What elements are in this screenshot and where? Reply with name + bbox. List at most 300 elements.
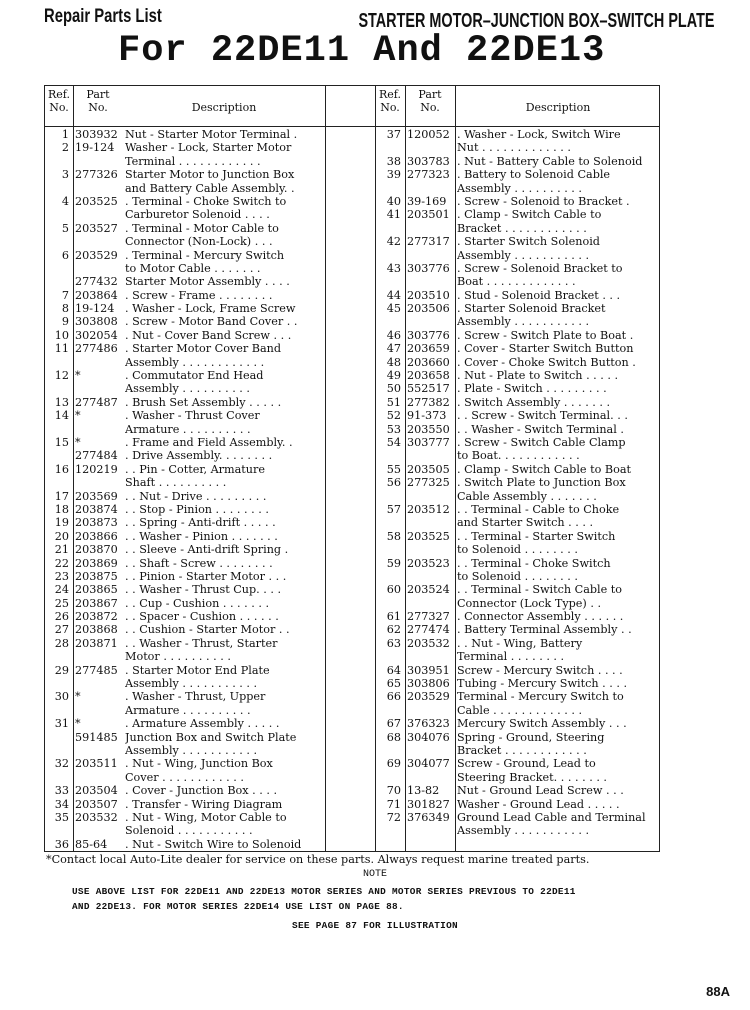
ref-number: 63 bbox=[386, 636, 401, 650]
table-row bbox=[375, 650, 661, 663]
table-row bbox=[45, 262, 325, 275]
part-description: . . Nut - Wing, Battery bbox=[457, 636, 583, 650]
part-description: . . Shaft - Screw . . . . . . . . bbox=[125, 556, 273, 570]
table-row bbox=[45, 784, 325, 797]
part-description: to Motor Cable . . . . . . . bbox=[125, 261, 261, 275]
ref-number: 31 bbox=[54, 717, 69, 731]
part-description: . Screw - Switch Cable Clamp bbox=[457, 435, 626, 449]
part-description: Nut - Ground Lead Screw . . . bbox=[457, 784, 624, 798]
col-header-part-bottom: No. bbox=[420, 101, 440, 114]
part-number: 203870 bbox=[75, 543, 118, 557]
table-row bbox=[375, 382, 661, 395]
part-number: 277382 bbox=[407, 395, 450, 409]
part-description: . Terminal - Motor Cable to bbox=[125, 221, 279, 235]
table-row bbox=[375, 490, 661, 503]
part-description: . Switch Assembly . . . . . . . bbox=[457, 395, 611, 409]
part-description: . . Spacer - Cushion . . . . . . bbox=[125, 610, 279, 624]
table-row bbox=[375, 329, 661, 342]
table-row bbox=[45, 583, 325, 596]
part-description: . . Pinion - Starter Motor . . . bbox=[125, 569, 287, 583]
col-header-ref-right bbox=[375, 88, 405, 114]
part-description: . . Washer - Switch Terminal . bbox=[457, 422, 624, 436]
table-row bbox=[375, 557, 661, 570]
table-row bbox=[45, 342, 325, 355]
page-number: 88A bbox=[706, 984, 730, 999]
part-description: Junction Box and Switch Plate bbox=[125, 730, 297, 744]
ref-number: 18 bbox=[54, 502, 69, 516]
part-description: Assembly . . . . . . . . . . bbox=[457, 181, 582, 195]
table-row bbox=[375, 396, 661, 409]
part-description: Assembly . . . . . . . . . . . bbox=[125, 743, 258, 757]
part-description: . Transfer - Wiring Diagram bbox=[125, 797, 283, 811]
part-number: 277317 bbox=[407, 235, 450, 249]
table-row bbox=[45, 409, 325, 422]
part-description: . . Screw - Switch Terminal. . . bbox=[457, 409, 628, 423]
part-number: 203510 bbox=[407, 288, 450, 302]
part-number: 120052 bbox=[407, 128, 450, 141]
ref-number: 6 bbox=[61, 248, 69, 262]
part-description: Boat . . . . . . . . . . . . . bbox=[457, 275, 576, 289]
part-description: . Screw - Solenoid Bracket to bbox=[457, 261, 623, 275]
part-description: . Starter Motor Cover Band bbox=[125, 342, 282, 356]
ref-number: 8 bbox=[61, 302, 69, 316]
table-row bbox=[375, 543, 661, 556]
part-description: Cable Assembly . . . . . . . bbox=[457, 489, 597, 503]
part-description: Motor . . . . . . . . . . bbox=[125, 650, 231, 664]
table-row bbox=[375, 784, 661, 797]
table-row bbox=[45, 824, 325, 837]
part-description: and Battery Cable Assembly. . bbox=[125, 181, 295, 195]
ref-number: 5 bbox=[61, 221, 69, 235]
part-description: . Cover - Starter Switch Button bbox=[457, 342, 634, 356]
table-row bbox=[45, 557, 325, 570]
table-row bbox=[45, 623, 325, 636]
part-number: 203524 bbox=[407, 583, 450, 597]
part-description: . Switch Plate to Junction Box bbox=[457, 476, 626, 490]
part-number: 203512 bbox=[407, 502, 450, 516]
table-row bbox=[45, 356, 325, 369]
ref-number: 3 bbox=[61, 168, 69, 182]
part-description: to Solenoid . . . . . . . . bbox=[457, 569, 578, 583]
table-row bbox=[375, 811, 661, 824]
table-row bbox=[375, 235, 661, 248]
part-number: 203507 bbox=[75, 797, 118, 811]
ref-number: 35 bbox=[54, 810, 69, 824]
ref-number: 67 bbox=[386, 717, 401, 731]
ref-number: 55 bbox=[386, 462, 401, 476]
table-row bbox=[45, 677, 325, 690]
part-number: 203868 bbox=[75, 623, 118, 637]
ref-number: 49 bbox=[386, 369, 401, 383]
part-number: 203872 bbox=[75, 610, 118, 624]
table-row bbox=[375, 717, 661, 730]
table-row bbox=[45, 516, 325, 529]
part-description: . . Pin - Cotter, Armature bbox=[125, 462, 265, 476]
part-number: 203865 bbox=[75, 583, 118, 597]
part-description: . . Cup - Cushion . . . . . . . bbox=[125, 596, 270, 610]
part-number: 203660 bbox=[407, 355, 450, 369]
table-row bbox=[375, 262, 661, 275]
part-description: . Stud - Solenoid Bracket . . . bbox=[457, 288, 621, 302]
part-number: * bbox=[75, 717, 81, 731]
part-number: 203659 bbox=[407, 342, 450, 356]
part-description: Assembly . . . . . . . . . . . bbox=[125, 677, 258, 691]
part-description: Terminal . . . . . . . . . . . . bbox=[125, 154, 261, 168]
part-description: Terminal - Mercury Switch to bbox=[457, 690, 624, 704]
table-row bbox=[375, 570, 661, 583]
part-description: Cable . . . . . . . . . . . . . bbox=[457, 703, 583, 717]
table-row bbox=[45, 664, 325, 677]
table-row bbox=[45, 195, 325, 208]
part-number: 203569 bbox=[75, 489, 118, 503]
part-description: . . Terminal - Starter Switch bbox=[457, 529, 616, 543]
ref-number: 12 bbox=[54, 369, 69, 383]
part-description: . Clamp - Switch Cable to bbox=[457, 208, 602, 222]
part-description: . Screw - Motor Band Cover . . bbox=[125, 315, 298, 329]
part-description: . Nut - Plate to Switch . . . . . bbox=[457, 369, 619, 383]
header-left-title: Repair Parts List bbox=[44, 6, 162, 27]
ref-number: 30 bbox=[54, 690, 69, 704]
col-header-ref-top: Ref. bbox=[379, 88, 401, 101]
ref-number: 26 bbox=[54, 610, 69, 624]
part-number: 203658 bbox=[407, 369, 450, 383]
table-row bbox=[375, 824, 661, 837]
part-description: . Armature Assembly . . . . . bbox=[125, 717, 280, 731]
part-description: . . Washer - Thrust, Starter bbox=[125, 636, 278, 650]
part-description: . Screw - Frame . . . . . . . . bbox=[125, 288, 273, 302]
table-row bbox=[45, 423, 325, 436]
part-description: . Screw - Solenoid to Bracket . bbox=[457, 194, 630, 208]
part-number: 277485 bbox=[75, 663, 118, 677]
ref-number: 64 bbox=[386, 663, 401, 677]
note-line-2: AND 22DE13. FOR MOTOR SERIES 22DE14 USE LIST ON PAGE 88. bbox=[72, 901, 404, 912]
part-description: . Nut - Switch Wire to Solenoid bbox=[125, 837, 302, 851]
part-number: 277325 bbox=[407, 476, 450, 490]
part-number: 203873 bbox=[75, 516, 118, 530]
part-description: Spring - Ground, Steering bbox=[457, 730, 605, 744]
table-row bbox=[45, 396, 325, 409]
ref-number: 19 bbox=[54, 516, 69, 530]
part-description: . . Stop - Pinion . . . . . . . . bbox=[125, 502, 269, 516]
ref-number: 45 bbox=[386, 302, 401, 316]
part-number: 203864 bbox=[75, 288, 118, 302]
ref-number: 68 bbox=[386, 730, 401, 744]
part-number: 203874 bbox=[75, 502, 118, 516]
table-row bbox=[375, 610, 661, 623]
table-row bbox=[45, 449, 325, 462]
part-description: . . Terminal - Switch Cable to bbox=[457, 583, 623, 597]
part-description: . Cover - Choke Switch Button . bbox=[457, 355, 636, 369]
part-number: 203525 bbox=[407, 529, 450, 543]
contact-note: *Contact local Auto-Lite dealer for service on these parts. Always request marine treated parts. bbox=[46, 853, 590, 866]
table-row bbox=[45, 302, 325, 315]
part-description: . . Washer - Pinion . . . . . . . bbox=[125, 529, 278, 543]
ref-number: 9 bbox=[61, 315, 69, 329]
part-description: Solenoid . . . . . . . . . . . bbox=[125, 824, 253, 838]
ref-number: 50 bbox=[386, 382, 401, 396]
part-number: 91-373 bbox=[407, 409, 447, 423]
part-description: Carburetor Solenoid . . . . bbox=[125, 208, 270, 222]
table-row bbox=[375, 369, 661, 382]
part-description: . . Sleeve - Anti-drift Spring . bbox=[125, 543, 289, 557]
part-number: * bbox=[75, 409, 81, 423]
part-description: Assembly . . . . . . . . . . . . bbox=[125, 355, 265, 369]
part-description: . Nut - Wing, Junction Box bbox=[125, 757, 273, 771]
table-row bbox=[45, 436, 325, 449]
part-number: 376349 bbox=[407, 810, 450, 824]
table-row bbox=[375, 690, 661, 703]
table-row bbox=[375, 208, 661, 221]
ref-number: 28 bbox=[54, 636, 69, 650]
part-description: . Frame and Field Assembly. . bbox=[125, 435, 293, 449]
table-row bbox=[45, 637, 325, 650]
ref-number: 34 bbox=[54, 797, 69, 811]
table-row bbox=[45, 570, 325, 583]
part-description: to Boat. . . . . . . . . . . . bbox=[457, 449, 580, 463]
part-number: 301827 bbox=[407, 797, 450, 811]
col-header-ref-bottom: No. bbox=[380, 101, 400, 114]
part-description: . Clamp - Switch Cable to Boat bbox=[457, 462, 631, 476]
part-number: 277486 bbox=[75, 342, 118, 356]
col-header-description-right: Description bbox=[525, 101, 591, 114]
table-row bbox=[375, 704, 661, 717]
divider bbox=[325, 86, 326, 851]
part-number: 203869 bbox=[75, 556, 118, 570]
part-description: Bracket . . . . . . . . . . . . bbox=[457, 221, 587, 235]
table-row bbox=[45, 463, 325, 476]
part-description: Connector (Lock Type) . . bbox=[457, 596, 602, 610]
header-divider bbox=[45, 126, 659, 127]
table-row bbox=[45, 476, 325, 489]
table-row bbox=[45, 222, 325, 235]
col-header-ref bbox=[45, 88, 73, 114]
table-row bbox=[45, 771, 325, 784]
col-header-description: Description bbox=[191, 101, 257, 114]
ref-number: 40 bbox=[386, 194, 401, 208]
part-description: Tubing - Mercury Switch . . . . bbox=[457, 677, 628, 691]
part-number: 277487 bbox=[75, 395, 118, 409]
ref-number: 44 bbox=[386, 288, 401, 302]
part-description: Armature . . . . . . . . . . bbox=[125, 422, 251, 436]
part-description: and Starter Switch . . . . bbox=[457, 516, 594, 530]
table-row bbox=[375, 182, 661, 195]
table-row bbox=[375, 503, 661, 516]
ref-number: 43 bbox=[386, 261, 401, 275]
part-description: Steering Bracket. . . . . . . . bbox=[457, 770, 607, 784]
table-row bbox=[375, 423, 661, 436]
part-description: . Washer - Lock, Switch Wire bbox=[457, 128, 621, 141]
note-line-1: USE ABOVE LIST FOR 22DE11 AND 22DE13 MOTOR SERIES AND MOTOR SERIES PREVIOUS TO 22DE11 bbox=[72, 886, 576, 897]
table-row bbox=[375, 449, 661, 462]
ref-number: 1 bbox=[61, 128, 69, 141]
part-description: . . Nut - Drive . . . . . . . . . bbox=[125, 489, 267, 503]
note-label: NOTE bbox=[362, 869, 387, 880]
table-row bbox=[45, 128, 325, 141]
part-number: 120219 bbox=[75, 462, 118, 476]
part-number: 277484 bbox=[75, 449, 118, 463]
part-number: 277327 bbox=[407, 610, 450, 624]
part-description: . Brush Set Assembly . . . . . bbox=[125, 395, 282, 409]
table-row bbox=[45, 155, 325, 168]
table-row bbox=[375, 141, 661, 154]
part-description: . Nut - Battery Cable to Solenoid bbox=[457, 154, 643, 168]
table-row bbox=[375, 249, 661, 262]
part-description: . Washer - Thrust Cover bbox=[125, 409, 260, 423]
ref-number: 10 bbox=[54, 328, 69, 342]
ref-number: 2 bbox=[61, 141, 69, 155]
part-description: . Connector Assembly . . . . . . bbox=[457, 610, 624, 624]
ref-number: 16 bbox=[54, 462, 69, 476]
ref-number: 56 bbox=[386, 476, 401, 490]
part-number: * bbox=[75, 369, 81, 383]
ref-number: 65 bbox=[386, 677, 401, 691]
part-description: Mercury Switch Assembly . . . bbox=[457, 717, 627, 731]
table-row bbox=[375, 583, 661, 596]
part-description: . Cover - Junction Box . . . . bbox=[125, 784, 278, 798]
col-header-part-top: Part bbox=[418, 88, 442, 101]
table-row bbox=[45, 315, 325, 328]
ref-number: 52 bbox=[386, 409, 401, 423]
part-number: * bbox=[75, 690, 81, 704]
table-row bbox=[45, 717, 325, 730]
table-row bbox=[45, 235, 325, 248]
part-number: 277474 bbox=[407, 623, 450, 637]
table-row bbox=[375, 195, 661, 208]
part-number: 203527 bbox=[75, 221, 118, 235]
part-description: Washer - Lock, Starter Motor bbox=[125, 141, 292, 155]
table-row bbox=[375, 436, 661, 449]
ref-number: 39 bbox=[386, 168, 401, 182]
ref-number: 37 bbox=[386, 128, 401, 141]
col-header-part bbox=[73, 88, 123, 114]
part-number: 277323 bbox=[407, 168, 450, 182]
part-number: 376323 bbox=[407, 717, 450, 731]
part-number: 552517 bbox=[407, 382, 450, 396]
table-row bbox=[45, 382, 325, 395]
parts-table bbox=[44, 85, 660, 852]
table-row bbox=[45, 610, 325, 623]
table-row bbox=[375, 342, 661, 355]
table-row bbox=[45, 704, 325, 717]
table-row bbox=[45, 798, 325, 811]
ref-number: 14 bbox=[54, 409, 69, 423]
part-number: 277326 bbox=[75, 168, 118, 182]
part-description: Washer - Ground Lead . . . . . bbox=[457, 797, 620, 811]
see-page-note: SEE PAGE 87 FOR ILLUSTRATION bbox=[292, 920, 458, 931]
table-row bbox=[375, 637, 661, 650]
part-description: Shaft . . . . . . . . . . bbox=[125, 476, 227, 490]
ref-number: 69 bbox=[386, 757, 401, 771]
part-description: . Battery to Solenoid Cable bbox=[457, 168, 611, 182]
ref-number: 58 bbox=[386, 529, 401, 543]
part-description: Cover . . . . . . . . . . . . bbox=[125, 770, 244, 784]
part-number: 591485 bbox=[75, 730, 118, 744]
table-row bbox=[375, 315, 661, 328]
part-description: Assembly . . . . . . . . . . . bbox=[457, 824, 590, 838]
ref-number: 32 bbox=[54, 757, 69, 771]
table-row bbox=[45, 731, 325, 744]
table-row bbox=[45, 650, 325, 663]
table-row bbox=[45, 490, 325, 503]
ref-number: 42 bbox=[386, 235, 401, 249]
ref-number: 51 bbox=[386, 395, 401, 409]
table-row bbox=[45, 543, 325, 556]
part-number: 304077 bbox=[407, 757, 450, 771]
part-description: . Starter Solenoid Bracket bbox=[457, 302, 606, 316]
table-row bbox=[375, 530, 661, 543]
part-description: Assembly . . . . . . . . . . . bbox=[457, 248, 590, 262]
part-number: 303808 bbox=[75, 315, 118, 329]
part-description: Starter Motor to Junction Box bbox=[125, 168, 295, 182]
table-row bbox=[45, 757, 325, 770]
ref-number: 70 bbox=[386, 784, 401, 798]
table-row bbox=[45, 289, 325, 302]
ref-number: 54 bbox=[386, 435, 401, 449]
part-description: Starter Motor Assembly . . . . bbox=[125, 275, 290, 289]
table-row bbox=[45, 838, 325, 851]
ref-number: 72 bbox=[386, 810, 401, 824]
ref-number: 33 bbox=[54, 784, 69, 798]
table-row bbox=[375, 798, 661, 811]
ref-number: 21 bbox=[54, 543, 69, 557]
table-row bbox=[45, 168, 325, 181]
part-description: Nut - Starter Motor Terminal . bbox=[125, 128, 298, 141]
part-description: Screw - Mercury Switch . . . . bbox=[457, 663, 623, 677]
part-number: 303777 bbox=[407, 435, 450, 449]
part-description: . Terminal - Choke Switch to bbox=[125, 194, 287, 208]
table-row bbox=[375, 155, 661, 168]
table-row bbox=[375, 516, 661, 529]
part-description: Assembly . . . . . . . . . . bbox=[125, 382, 250, 396]
part-number: 203550 bbox=[407, 422, 450, 436]
ref-number: 22 bbox=[54, 556, 69, 570]
part-number: 203875 bbox=[75, 569, 118, 583]
part-description: Terminal . . . . . . . . bbox=[457, 650, 565, 664]
ref-number: 53 bbox=[386, 422, 401, 436]
part-description: . Starter Motor End Plate bbox=[125, 663, 270, 677]
table-row bbox=[375, 757, 661, 770]
part-number: 203529 bbox=[75, 248, 118, 262]
ref-number: 60 bbox=[386, 583, 401, 597]
ref-number: 38 bbox=[386, 154, 401, 168]
part-number: 303783 bbox=[407, 154, 450, 168]
part-description: . . Terminal - Cable to Choke bbox=[457, 502, 620, 516]
part-number: * bbox=[75, 435, 81, 449]
part-description: Connector (Non-Lock) . . . bbox=[125, 235, 273, 249]
part-description: Assembly . . . . . . . . . . . bbox=[457, 315, 590, 329]
table-row bbox=[45, 503, 325, 516]
ref-number: 29 bbox=[54, 663, 69, 677]
part-number: 203529 bbox=[407, 690, 450, 704]
part-description: to Solenoid . . . . . . . . bbox=[457, 543, 578, 557]
part-number: 203523 bbox=[407, 556, 450, 570]
table-row bbox=[45, 141, 325, 154]
ref-number: 24 bbox=[54, 583, 69, 597]
left-parts-list bbox=[45, 128, 325, 851]
part-description: Screw - Ground, Lead to bbox=[457, 757, 596, 771]
table-row bbox=[375, 771, 661, 784]
part-number: 203505 bbox=[407, 462, 450, 476]
table-row bbox=[375, 623, 661, 636]
part-number: 203867 bbox=[75, 596, 118, 610]
table-row bbox=[45, 329, 325, 342]
ref-number: 66 bbox=[386, 690, 401, 704]
ref-number: 7 bbox=[61, 288, 69, 302]
part-number: 203866 bbox=[75, 529, 118, 543]
part-description: Bracket . . . . . . . . . . . . bbox=[457, 743, 587, 757]
part-number: 304076 bbox=[407, 730, 450, 744]
part-number: 303806 bbox=[407, 677, 450, 691]
